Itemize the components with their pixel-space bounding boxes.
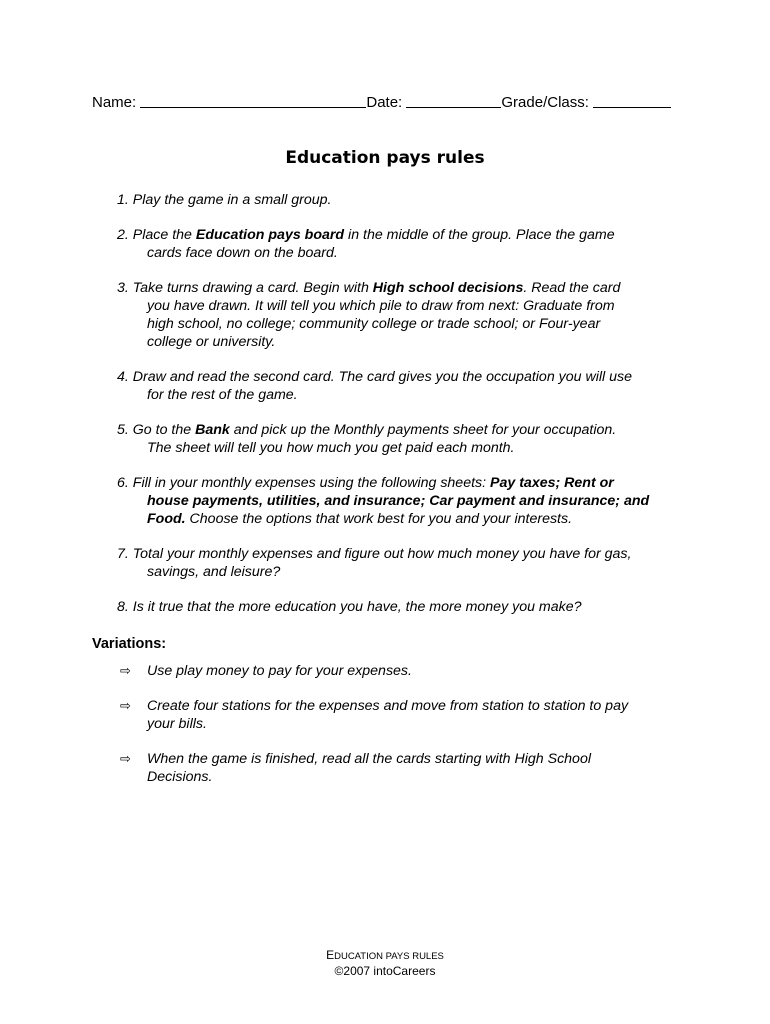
rule-text: 7. Total your monthly expenses and figure out how much money you have for gas, bbox=[117, 546, 632, 562]
rule-item bbox=[117, 226, 692, 262]
rule-line bbox=[117, 563, 692, 581]
rule-line bbox=[117, 386, 692, 404]
rule-text: 5. Go to the bbox=[117, 422, 196, 438]
variation-item bbox=[120, 750, 680, 786]
rule-line bbox=[117, 297, 692, 315]
rule-text: Choose the options that work best for you and your interests. bbox=[185, 511, 573, 527]
name-blank[interactable] bbox=[140, 93, 366, 108]
rules-list bbox=[117, 191, 692, 633]
rule-item bbox=[117, 598, 692, 616]
rule-text: high school, no college; community college or trade school; or Four-year bbox=[147, 316, 601, 332]
emphasis-text: High school decisions bbox=[372, 280, 524, 296]
footer-title: EDUCATION PAYS RULES bbox=[326, 948, 444, 962]
variation-item bbox=[120, 662, 680, 680]
rule-line bbox=[117, 226, 692, 244]
rule-line bbox=[117, 244, 692, 262]
variation-line: Create four stations for the expenses and move from station to station to pay bbox=[147, 698, 629, 714]
rule-line bbox=[117, 510, 692, 528]
name-label: Name: bbox=[92, 94, 137, 111]
footer bbox=[0, 948, 770, 979]
page-title: Education pays rules bbox=[285, 148, 485, 168]
rule-line bbox=[117, 315, 692, 333]
rule-text: The sheet will tell you how much you get paid each month. bbox=[147, 440, 515, 456]
emphasis-text: Education pays board bbox=[195, 227, 345, 243]
date-blank[interactable] bbox=[406, 93, 501, 108]
emphasis-text: Pay taxes; Rent or bbox=[490, 475, 614, 491]
rule-text: 2. Place the bbox=[117, 227, 196, 243]
emphasis-text: house payments, utilities, and insurance; Car payment and insurance; and bbox=[147, 493, 650, 509]
rule-line bbox=[117, 191, 692, 209]
rule-item bbox=[117, 191, 692, 209]
variation-item bbox=[120, 697, 680, 733]
rule-item bbox=[117, 545, 692, 581]
rule-line bbox=[117, 598, 692, 616]
rule-line bbox=[117, 545, 692, 563]
emphasis-text: Food. bbox=[147, 511, 186, 527]
arrow-bullet-icon: ⇨ bbox=[120, 663, 131, 678]
rule-item bbox=[117, 368, 692, 404]
rule-text: college or university. bbox=[147, 334, 276, 350]
arrow-bullet-icon: ⇨ bbox=[120, 698, 131, 713]
rule-text: 8. Is it true that the more education you have, the more money you make? bbox=[117, 599, 582, 615]
rule-item bbox=[117, 421, 692, 457]
rule-line bbox=[117, 492, 692, 510]
rule-text: in the middle of the group. Place the game bbox=[344, 227, 615, 243]
variation-line: When the game is finished, read all the cards starting with High School bbox=[147, 751, 591, 767]
rule-text: 4. Draw and read the second card. The card gives you the occupation you will use bbox=[117, 369, 632, 385]
rule-text: for the rest of the game. bbox=[147, 387, 298, 403]
arrow-bullet-icon: ⇨ bbox=[120, 751, 131, 766]
rule-line bbox=[117, 279, 692, 297]
footer-copyright: ©2007 intoCareers bbox=[334, 964, 436, 978]
rule-line bbox=[117, 439, 692, 457]
grade-blank[interactable] bbox=[593, 93, 671, 108]
rule-line bbox=[117, 368, 692, 386]
rule-text: cards face down on the board. bbox=[147, 245, 338, 261]
variations-list bbox=[120, 662, 680, 803]
rule-text: 1. Play the game in a small group. bbox=[117, 192, 332, 208]
rule-text: 6. Fill in your monthly expenses using the following sheets: bbox=[117, 475, 491, 491]
rule-text: 3. Take turns drawing a card. Begin with bbox=[117, 280, 373, 296]
variation-line: Use play money to pay for your expenses. bbox=[147, 663, 412, 679]
rule-text: and pick up the Monthly payments sheet for your occupation. bbox=[229, 422, 617, 438]
variation-line: your bills. bbox=[147, 716, 207, 732]
variation-line: Decisions. bbox=[147, 769, 213, 785]
rule-item bbox=[117, 279, 692, 351]
emphasis-text: Bank bbox=[195, 422, 230, 438]
date-label: Date: bbox=[366, 94, 403, 111]
variations-heading: Variations: bbox=[92, 636, 167, 652]
rule-line bbox=[117, 333, 692, 351]
rule-text: savings, and leisure? bbox=[147, 564, 281, 580]
rule-line bbox=[117, 474, 692, 492]
grade-label: Grade/Class: bbox=[501, 94, 589, 111]
rule-text: you have drawn. It will tell you which pile to draw from next: Graduate from bbox=[147, 298, 615, 314]
rule-line bbox=[117, 421, 692, 439]
rule-text: . Read the card bbox=[523, 280, 621, 296]
rule-item bbox=[117, 474, 692, 528]
header-fields bbox=[92, 93, 671, 111]
